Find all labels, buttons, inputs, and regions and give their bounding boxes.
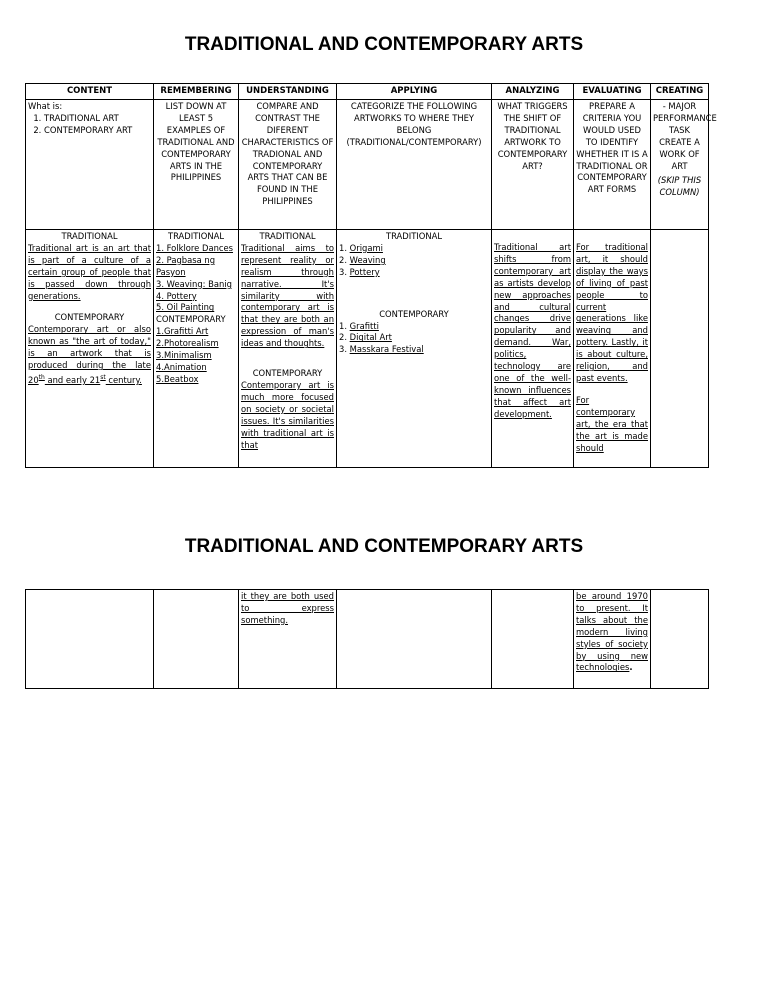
creating-answer [651, 230, 709, 468]
remembering-cont-item: 3.Minimalism [156, 350, 212, 361]
creating-continued [651, 590, 709, 689]
header-content: CONTENT [26, 84, 154, 100]
applying-trad-heading: TRADITIONAL [385, 231, 443, 241]
page-title-repeat: TRADITIONAL AND CONTEMPORARY ARTS [184, 536, 584, 557]
content-cont-heading: CONTEMPORARY [54, 312, 125, 323]
remembering-cont-item: 1.Grafitti Art [156, 326, 209, 337]
evaluating-cont-text: For contemporary art, the era that the art is made should [576, 394, 648, 453]
understanding-question: COMPARE AND CONTRAST THE DIFERENT CHARACTERISTICS OF TRADIONAL AND CONTEMPORARY ARTS THAT CAN BE FOUND IN THE PHILIPPINES [239, 100, 337, 230]
remembering-trad-item: 3. Weaving: Banig [156, 278, 232, 289]
evaluating-answer [574, 230, 651, 468]
remembering-cont-item: 5.Beatbox [156, 373, 199, 384]
header-understanding: UNDERSTANDING [239, 84, 337, 100]
lesson-matrix-continued-table [25, 589, 709, 689]
remembering-continued [154, 590, 239, 689]
remembering-trad-item: 2. Pagbasa ng Pasyon [156, 254, 216, 277]
remembering-question: LIST DOWN AT LEAST 5 EXAMPLES OF TRADITIONAL AND CONTEMPORARY ARTS IN THE PHILIPPINES [154, 100, 239, 230]
creating-task: - MAJOR PERFORMANCE TASK CREATE A WORK OF ART [653, 101, 717, 171]
evaluating-trad-text: For traditional art, it should display the ways of living of past people to current generations like weaving and pottery. Lastly, it is about culture, religion, and past events. [576, 242, 648, 383]
page-title: TRADITIONAL AND CONTEMPORARY ARTS [184, 34, 584, 55]
header-applying: APPLYING [337, 84, 492, 100]
question-row [26, 100, 709, 230]
content-item: 1. TRADITIONAL ART [44, 113, 151, 125]
applying-cont-item: 2. Digital Art [339, 332, 392, 343]
remembering-trad-item: 1. Folklore Dances [156, 242, 234, 253]
analyzing-continued [492, 590, 574, 689]
creating-note: (SKIP THIS COLUMN) [657, 175, 702, 198]
header-remembering: REMEMBERING [154, 84, 239, 100]
applying-cont-heading: CONTEMPORARY [379, 308, 449, 319]
analyzing-answer [492, 230, 574, 468]
header-analyzing: ANALYZING [492, 84, 574, 100]
content-cont-text: Contemporary art or also known as "the art of today," is an artwork that is produced during the late 20th and early 21st century. [28, 324, 151, 385]
applying-trad-item: 1. Origami [339, 242, 383, 253]
header-creating: CREATING [651, 84, 709, 100]
understanding-continued-text: it they are both used to express something. [241, 591, 334, 625]
content-intro: What is: [28, 101, 63, 111]
applying-answer [337, 230, 492, 468]
content-answer [26, 230, 154, 468]
understanding-trad-heading: TRADITIONAL [259, 231, 316, 241]
understanding-trad-text: Traditional aims to represent reality or realism through narrative. It's similarity with contemporary art is that they are both an expression of man's ideas and thoughts. [241, 242, 334, 349]
applying-cont-item: 1. Grafitti [339, 320, 379, 331]
applying-trad-item: 3. Pottery [339, 266, 380, 277]
content-trad-heading: TRADITIONAL [61, 231, 118, 241]
analyzing-question: WHAT TRIGGERS THE SHIFT OF TRADITIONAL ARTWORK TO CONTEMPORARY ART? [492, 100, 574, 230]
header-row [26, 84, 709, 100]
analyzing-text: Traditional art shifts from contemporary art as artists develop new approaches and cultural changes drive popularity and demand. War, politics, technology are one of the well-known influences that affect art development. [494, 242, 571, 419]
applying-trad-item: 2. Weaving [339, 254, 386, 265]
header-evaluating: EVALUATING [574, 84, 651, 100]
answer-row [26, 230, 709, 468]
applying-continued [337, 590, 492, 689]
remembering-cont-item: 2.Photorealism [156, 338, 219, 349]
remembering-cont-heading: CONTEMPORARY [156, 314, 226, 325]
remembering-answer [154, 230, 239, 468]
understanding-cont-heading: CONTEMPORARY [252, 368, 323, 379]
content-question [26, 100, 154, 230]
remembering-trad-item: 4. Pottery [156, 290, 197, 301]
evaluating-question: PREPARE A CRITERIA YOU WOULD USED TO IDENTIFY WHETHER IT IS A TRADITIONAL OR CONTEMPORARY ART FORMS [574, 100, 651, 230]
remembering-trad-heading: TRADITIONAL [167, 231, 225, 241]
applying-question: CATEGORIZE THE FOLLOWING ARTWORKS TO WHERE THEY BELONG (TRADITIONAL/CONTEMPORARY) [337, 100, 492, 230]
remembering-trad-item: 5. Oil Painting [156, 302, 215, 313]
evaluating-continued [574, 590, 651, 689]
lesson-matrix-table [25, 83, 717, 468]
understanding-answer [239, 230, 337, 468]
content-continued [26, 590, 154, 689]
continued-row [26, 590, 709, 689]
remembering-cont-item: 4.Animation [156, 361, 207, 372]
evaluating-continued-text: be around 1970 to present. It talks about the modern living styles of society by using new technologies. [576, 591, 648, 673]
creating-question [651, 100, 717, 230]
content-item: 2. CONTEMPORARY ART [44, 125, 151, 137]
applying-cont-item: 3. Masskara Festival [339, 344, 424, 355]
understanding-continued [239, 590, 337, 689]
content-trad-text: Traditional art is an art that is part of a culture of a certain group of people that is passed down through generations. [28, 242, 151, 301]
content-list [28, 113, 151, 137]
understanding-cont-text: Contemporary art is much more focused on society or societal issues. It's similarities with traditional art is that [241, 379, 334, 450]
